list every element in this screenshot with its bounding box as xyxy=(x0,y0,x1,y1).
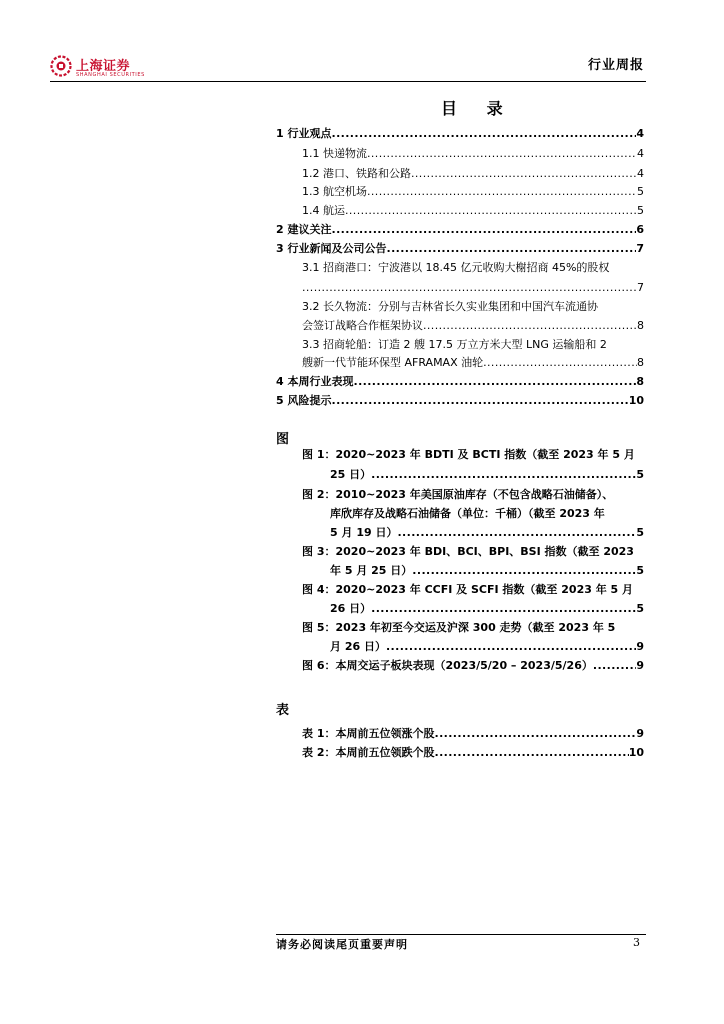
figure-entry-line[interactable]: 图 5：2023 年初至今交运及沪深 300 走势（截至 2023 年 5 xyxy=(302,621,616,634)
page-header xyxy=(50,52,646,80)
page-number: 3 xyxy=(633,936,640,949)
toc-entry[interactable]: 会签订战略合作框架协议 ..... 8 xyxy=(302,316,644,336)
logo-chinese-name: 上海证券 xyxy=(76,59,131,74)
figure-entry-line[interactable]: 图 3：2020~2023 年 BDI、BCI、BPI、BSI 指数（截至 2023 xyxy=(302,545,634,558)
toc-entry[interactable]: 1.4 航运 ..... 5 xyxy=(302,201,644,221)
figure-entry[interactable]: 月 26 日） ..... 9 xyxy=(330,637,644,657)
toc-entry[interactable]: 艘新一代节能环保型 AFRAMAX 油轮 ..... 8 xyxy=(302,353,644,373)
toc-entry[interactable]: 3 行业新闻及公司公告 ..... 7 xyxy=(276,239,644,259)
toc-entry[interactable]: 1 行业观点 ..... 4 xyxy=(276,124,644,144)
toc-entry[interactable]: 1.1 快递物流 ..... 4 xyxy=(302,144,644,164)
table-entry[interactable]: 表 2：本周前五位领跌个股 ..... 10 xyxy=(302,743,644,763)
toc-entry-line[interactable]: 3.1 招商港口：宁波港以 18.45 亿元收购大榭招商 45%的股权 xyxy=(302,261,610,274)
tables-section-label: 表 xyxy=(276,703,290,718)
figure-entry-line[interactable]: 图 2：2010~2023 年美国原油库存（不包含战略石油储备）、 xyxy=(302,488,614,501)
report-type: 行业周报 xyxy=(587,58,644,73)
figures-section-label: 图 xyxy=(276,432,290,447)
toc-title: 目 录 xyxy=(441,99,515,118)
figure-entry[interactable]: 26 日） ..... 5 xyxy=(330,599,644,619)
toc-entry[interactable]: ..... 7 xyxy=(302,278,644,298)
toc-entry[interactable]: 5 风险提示 ..... 10 xyxy=(276,391,644,411)
figure-entry[interactable]: 5 月 19 日） ..... 5 xyxy=(330,523,644,543)
header-divider xyxy=(50,81,646,82)
figure-entry-line[interactable]: 图 1：2020~2023 年 BDTI 及 BCTI 指数（截至 2023 年 5 月 xyxy=(302,448,635,461)
toc-entry[interactable]: 1.2 港口、铁路和公路 ..... 4 xyxy=(302,164,644,184)
figure-entry[interactable]: 25 日） ..... 5 xyxy=(330,465,644,485)
figure-entry-line[interactable]: 库欣库存及战略石油储备（单位：千桶）（截至 2023 年 xyxy=(330,507,605,520)
table-entry[interactable]: 表 1：本周前五位领涨个股 ..... 9 xyxy=(302,724,644,744)
toc-entry[interactable]: 1.3 航空机场 ..... 5 xyxy=(302,182,644,202)
toc-entry[interactable]: 4 本周行业表现 ..... 8 xyxy=(276,372,644,392)
logo-english-name: SHANGHAI SECURITIES xyxy=(76,72,145,78)
toc-entry[interactable]: 2 建议关注 ..... 6 xyxy=(276,220,644,240)
footer-disclaimer: 请务必阅读尾页重要声明 xyxy=(276,938,408,951)
footer-divider xyxy=(276,934,646,935)
toc-entry-line[interactable]: 3.3 招商轮船：订造 2 艘 17.5 万立方米大型 LNG 运输船和 2 xyxy=(302,338,607,351)
figure-entry-line[interactable]: 图 4：2020~2023 年 CCFI 及 SCFI 指数（截至 2023 年 5 月 xyxy=(302,583,634,596)
figure-entry[interactable]: 图 6：本周交运子板块表现（2023/5/20 – 2023/5/26） ..... 9 xyxy=(302,656,644,676)
logo-seal-icon xyxy=(50,55,72,77)
toc-entry-line[interactable]: 3.2 长久物流：分别与吉林省长久实业集团和中国汽车流通协 xyxy=(302,300,598,313)
figure-entry[interactable]: 年 5 月 25 日） ..... 5 xyxy=(330,561,644,581)
